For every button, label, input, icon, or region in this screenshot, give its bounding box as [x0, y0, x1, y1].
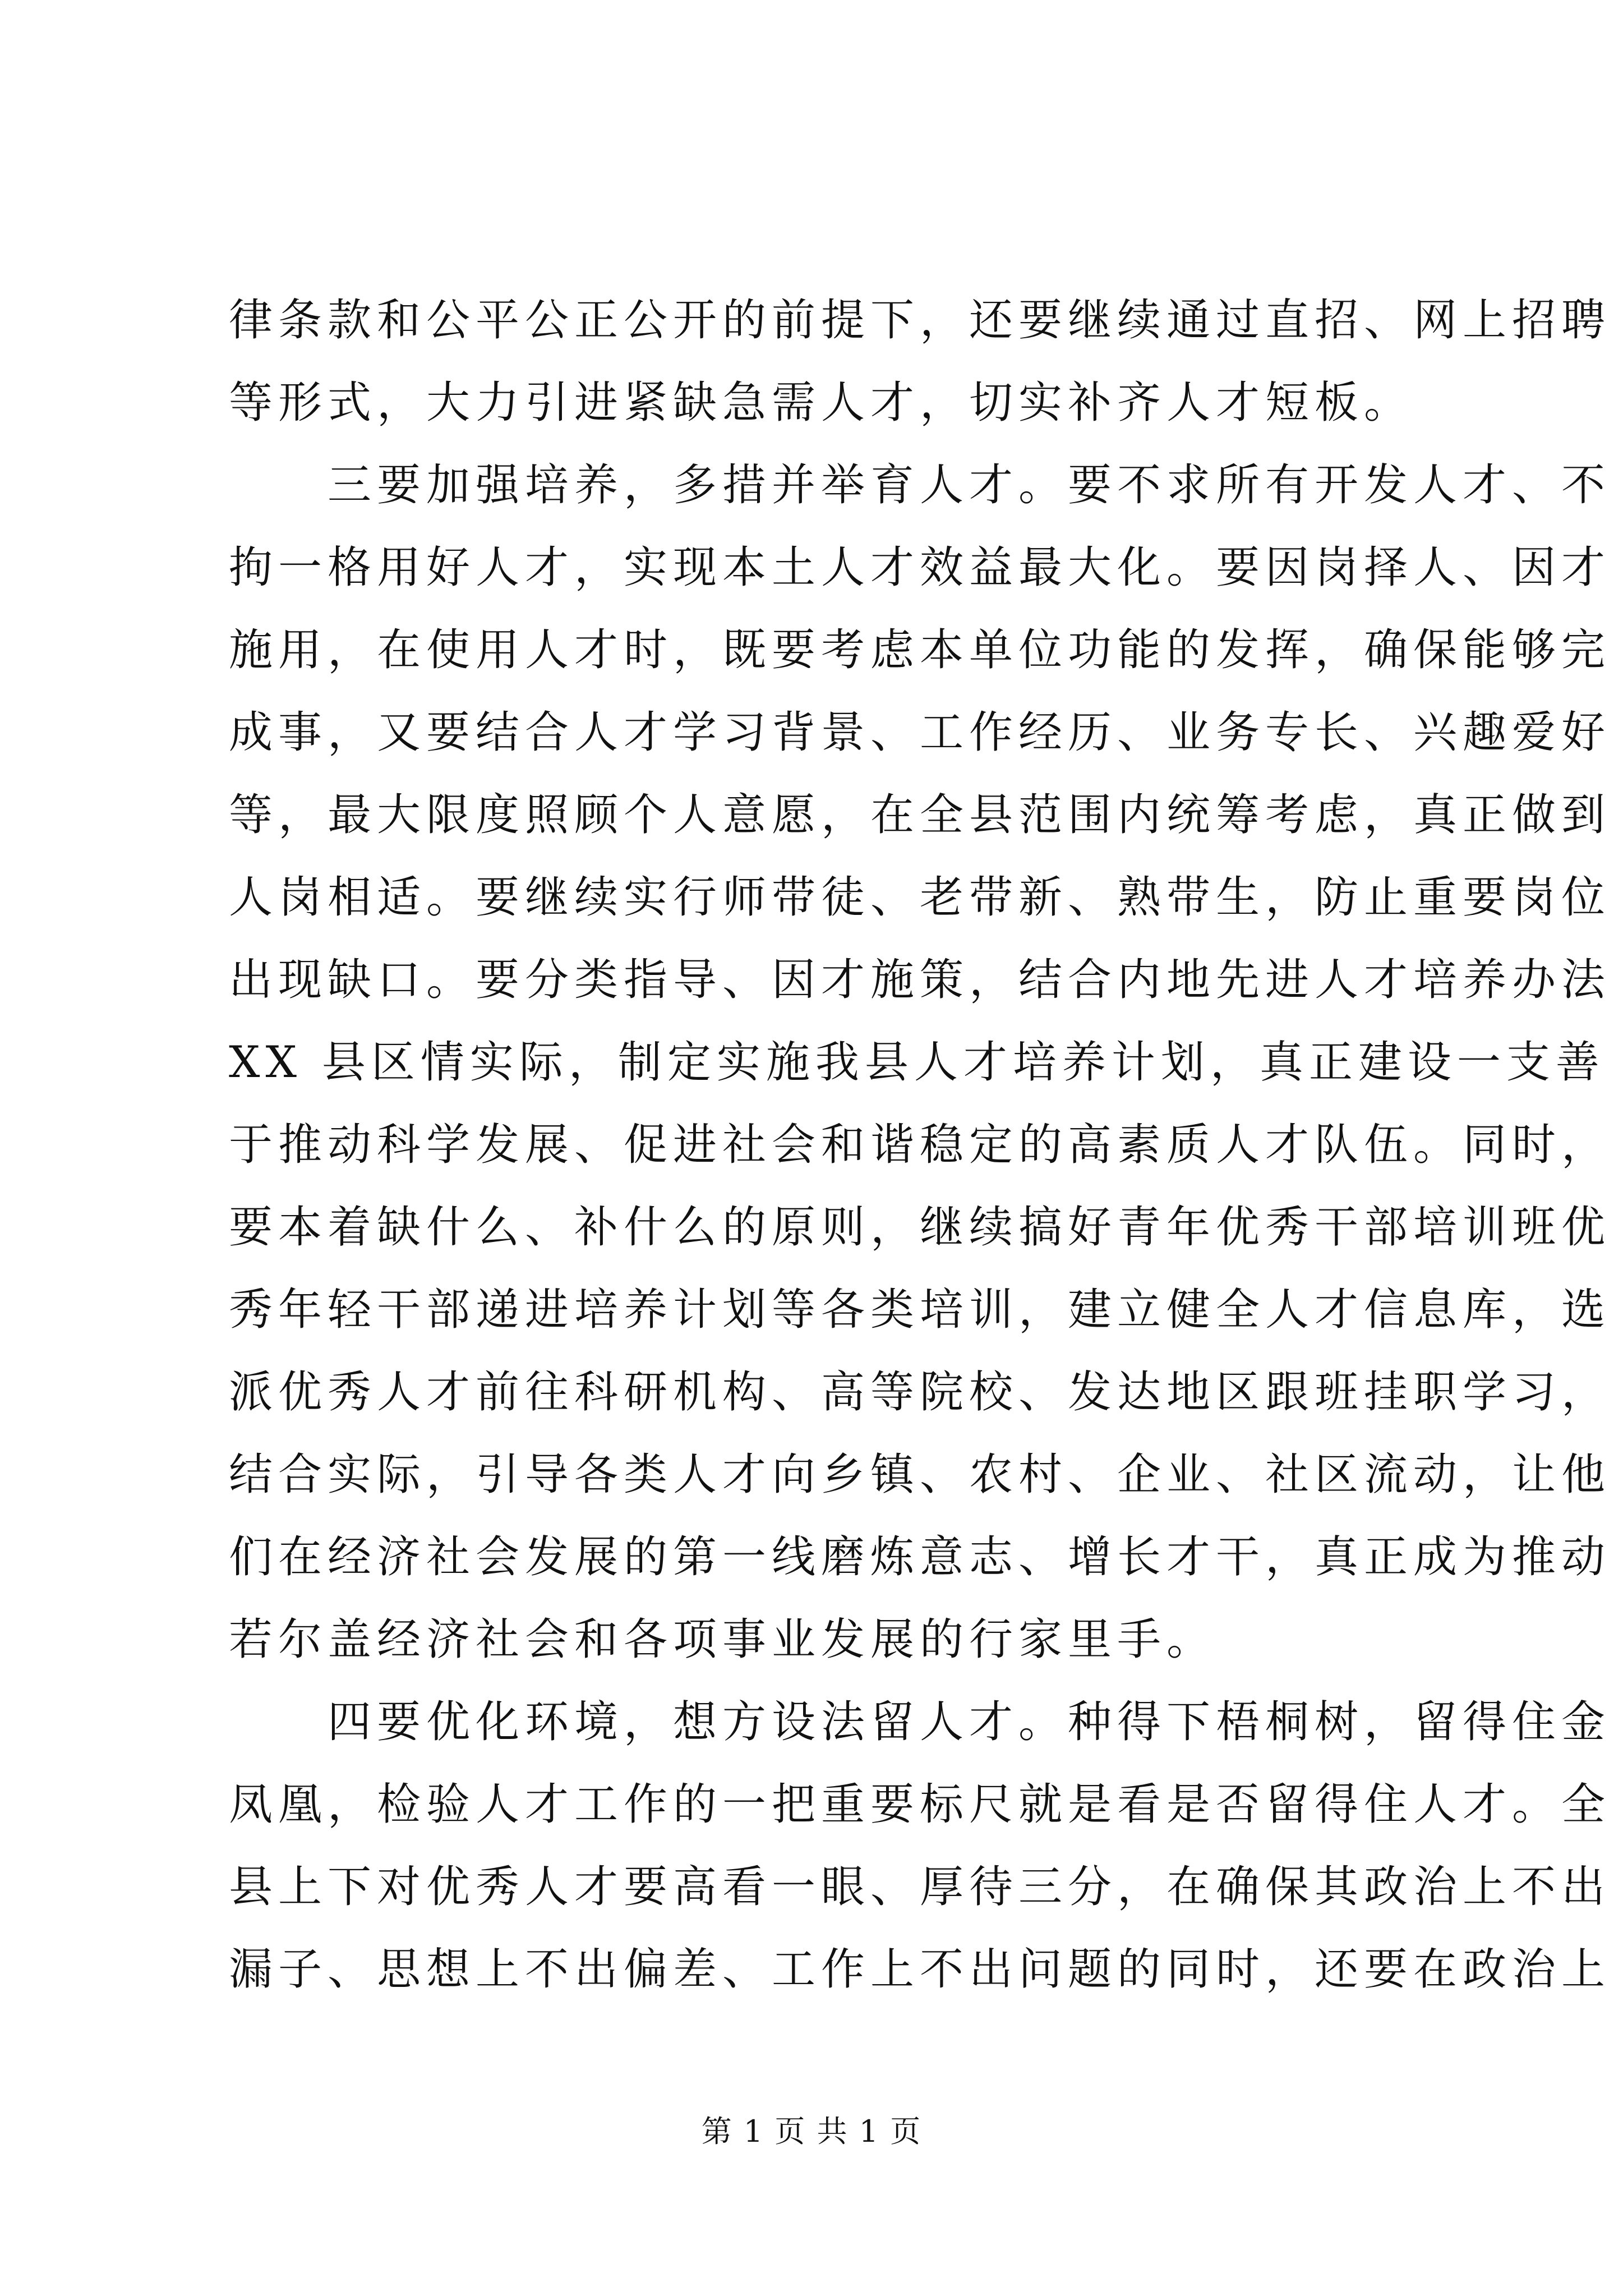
text-line: 施用，在使用人才时，既要考虑本单位功能的发挥，确保能够完: [229, 625, 1611, 675]
text-line: 县上下对优秀人才要高看一眼、厚待三分，在确保其政治上不出: [229, 1862, 1611, 1912]
text-line: 律条款和公平公正公开的前提下，还要继续通过直招、网上招聘: [229, 295, 1611, 346]
text-line: 四要优化环境，想方设法留人才。种得下梧桐树，留得住金: [328, 1697, 1611, 1747]
text-line: 于推动科学发展、促进社会和谐稳定的高素质人才队伍。同时，: [229, 1120, 1611, 1170]
text-line: 若尔盖经济社会和各项事业发展的行家里手。: [229, 1614, 1216, 1665]
text-line: 们在经济社会发展的第一线磨炼意志、增长才干，真正成为推动: [229, 1532, 1611, 1582]
page-footer: 第 1 页 共 1 页: [701, 2114, 922, 2149]
text-line: 派优秀人才前往科研机构、高等院校、发达地区跟班挂职学习，: [229, 1367, 1611, 1418]
text-line: 出现缺口。要分类指导、因才施策，结合内地先进人才培养办法: [229, 955, 1611, 1005]
text-line: 凤凰，检验人才工作的一把重要标尺就是看是否留得住人才。全: [229, 1779, 1611, 1830]
text-line: 要本着缺什么、补什么的原则，继续搞好青年优秀干部培训班优: [229, 1202, 1611, 1253]
text-line: 秀年轻干部递进培养计划等各类培训，建立健全人才信息库，选: [229, 1285, 1611, 1335]
text-line: 成事，又要结合人才学习背景、工作经历、业务专长、兴趣爱好: [229, 707, 1611, 758]
text-line: 人岗相适。要继续实行师带徒、老带新、熟带生，防止重要岗位: [229, 872, 1611, 923]
text-line: 拘一格用好人才，实现本土人才效益最大化。要因岗择人、因才: [229, 542, 1611, 593]
text-line: 等形式，大力引进紧缺急需人才，切实补齐人才短板。: [229, 378, 1414, 428]
text-line: 结合实际，引导各类人才向乡镇、农村、企业、社区流动，让他: [229, 1450, 1611, 1500]
text-line: 三要加强培养，多措并举育人才。要不求所有开发人才、不: [328, 460, 1611, 510]
text-line: 等，最大限度照顾个人意愿，在全县范围内统筹考虑，真正做到: [229, 790, 1611, 840]
body-text: [229, 279, 1611, 2011]
text-line: XX 县区情实际，制定实施我县人才培养计划，真正建设一支善: [229, 1037, 1605, 1088]
text-line: 漏子、思想上不出偏差、工作上不出问题的同时，还要在政治上: [229, 1944, 1611, 1995]
